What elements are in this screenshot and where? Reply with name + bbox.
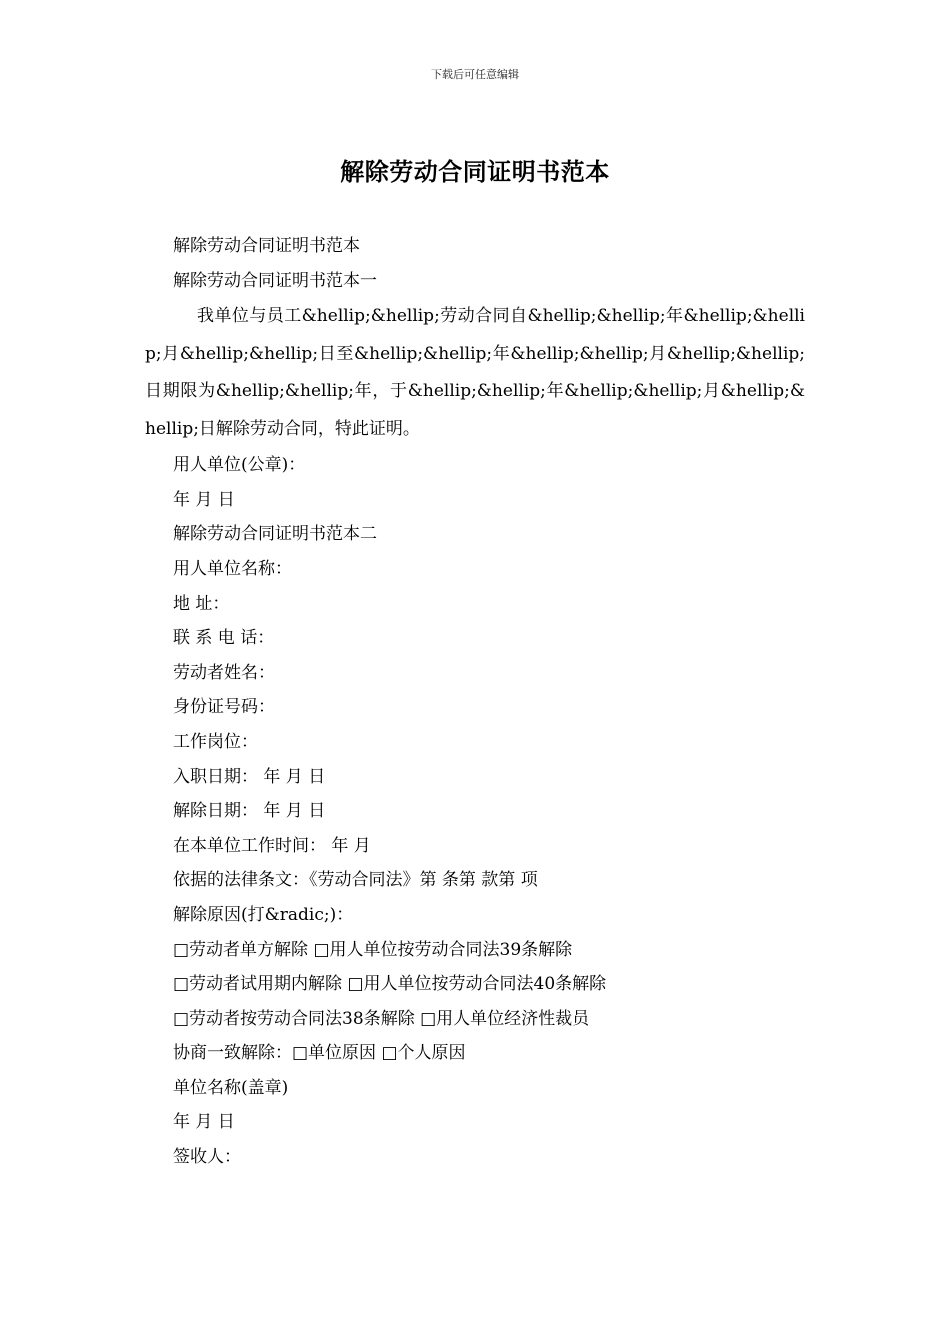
form-field-position: 工作岗位： xyxy=(173,731,258,752)
certificate-paragraph: 我单位与员工&hellip;&hellip;劳动合同自&hellip;&hellip;年&hellip;&hellip;月&hellip;&hellip;日至&hellip;&hellip;年&hellip;&hellip;月&hellip;&hellip;日期限为&hellip;&hellip;年，于&hellip;&hellip;年&hellip;&hellip;月&hellip;&hellip;日解除劳动合同，特此证明。 xyxy=(145,306,805,439)
form-field-tenure: 在本单位工作时间： 年 月 xyxy=(173,835,371,856)
header-note: 下载后可任意编辑 xyxy=(431,68,519,81)
section-heading-1: 解除劳动合同证明书范本一 xyxy=(173,270,377,291)
form-field-worker-name: 劳动者姓名： xyxy=(173,662,275,683)
form-field-termination-date: 解除日期： 年 月 日 xyxy=(173,801,326,822)
form-field-employer-name: 用人单位名称： xyxy=(173,558,292,579)
reason-option-row: □劳动者单方解除 □用人单位按劳动合同法39条解除 xyxy=(173,939,573,960)
form-field-phone: 联 系 电 话： xyxy=(173,628,275,649)
form-field-legal-basis: 依据的法律条文：《劳动合同法》第 条第 款第 项 xyxy=(173,870,538,891)
section-heading-2: 解除劳动合同证明书范本二 xyxy=(173,524,377,545)
document-title: 解除劳动合同证明书范本 xyxy=(340,157,610,186)
form-field-reason: 解除原因(打&radic;)： xyxy=(173,904,354,925)
form-field-hire-date: 入职日期： 年 月 日 xyxy=(173,766,326,787)
reason-option-row: □劳动者试用期内解除 □用人单位按劳动合同法40条解除 xyxy=(173,974,607,995)
document-body xyxy=(145,229,805,1175)
form-field-address: 地 址： xyxy=(173,593,230,614)
body-line: 年 月 日 xyxy=(173,489,235,510)
form-field-date: 年 月 日 xyxy=(173,1112,235,1133)
body-line: 解除劳动合同证明书范本 xyxy=(173,236,360,256)
reason-option-row: 协商一致解除：□单位原因 □个人原因 xyxy=(173,1043,466,1064)
form-field-seal: 单位名称(盖章) xyxy=(173,1077,289,1098)
reason-option-row: □劳动者按劳动合同法38条解除 □用人单位经济性裁员 xyxy=(173,1008,590,1029)
body-line: 用人单位(公章)： xyxy=(173,455,306,476)
form-field-recipient: 签收人： xyxy=(173,1147,241,1168)
form-field-id-number: 身份证号码： xyxy=(173,697,275,718)
